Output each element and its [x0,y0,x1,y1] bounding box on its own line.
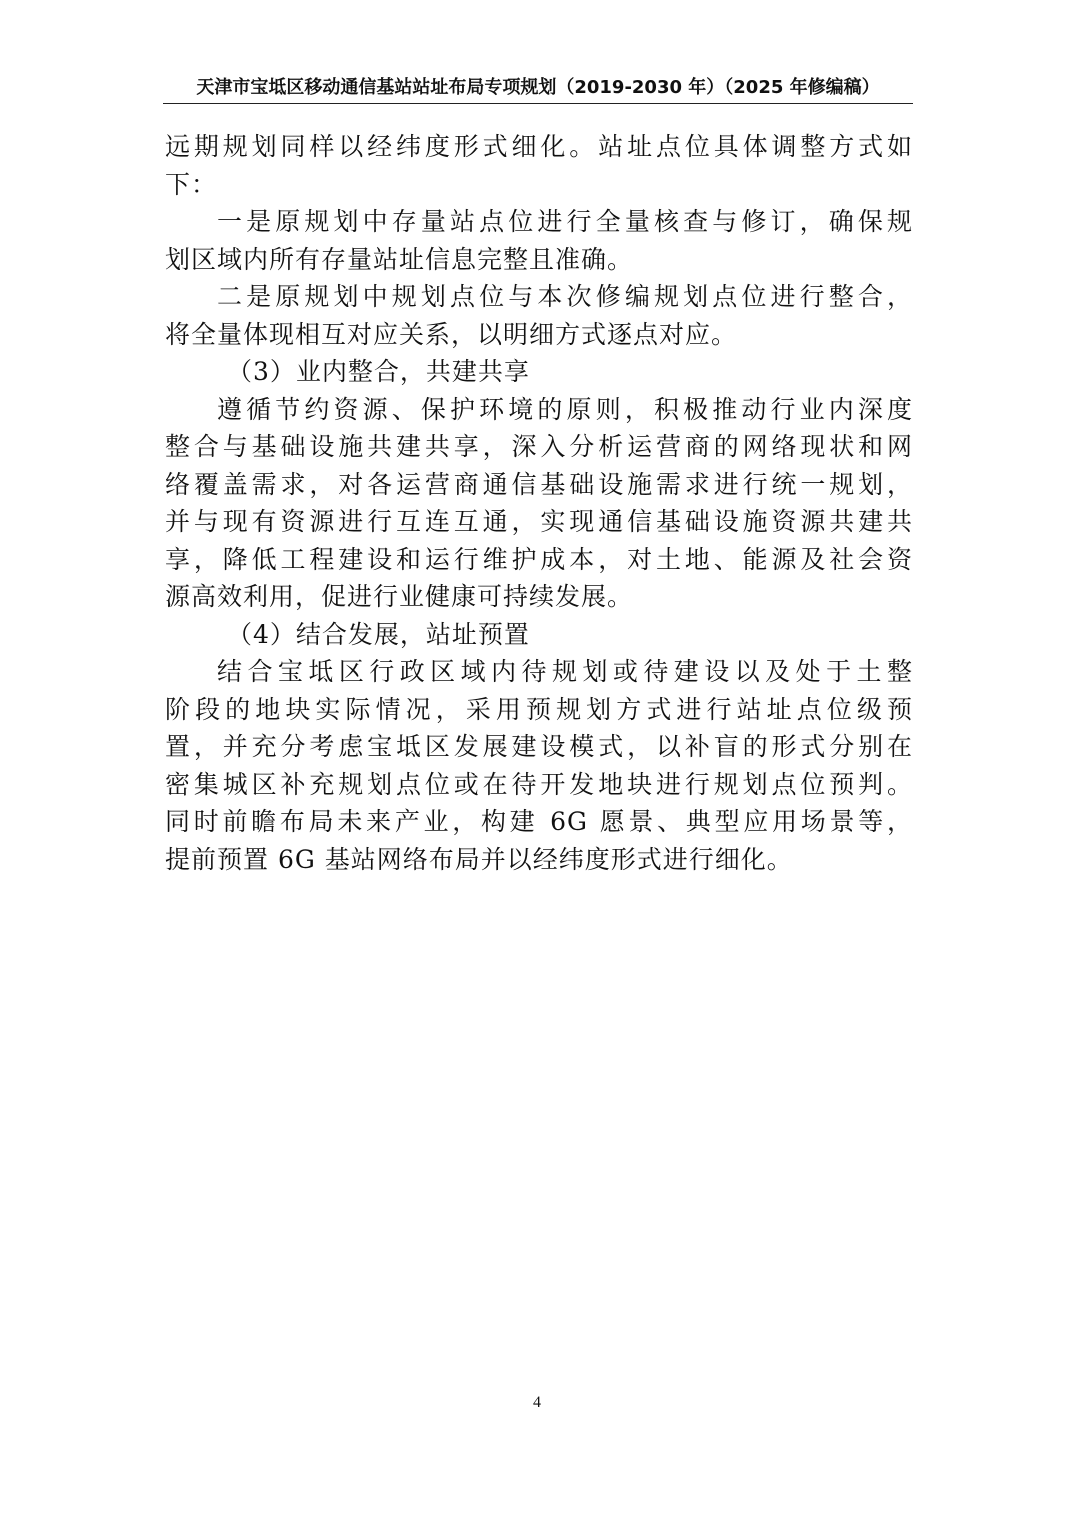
text-line: 遵循节约资源、保护环境的原则，积极推动行业内深度 [217,394,913,424]
text-line: 结合宝坻区行政区域内待规划或待建设以及处于土整 [217,657,913,686]
text-line: 划区域内所有存量站址信息完整且准确。 [165,244,634,274]
text-line: 同时前瞻布局未来产业，构建 6G 愿景、典型应用场景等， [165,807,913,836]
text-line: 提前预置 6G 基站网络布局并以经纬度形式进行细化。 [165,844,793,874]
section-heading: （3）业内整合，共建共享 [227,357,530,386]
body-text [165,128,913,878]
text-line: 整合与基础设施共建共享，深入分析运营商的网络现状和网 [165,432,913,461]
section-heading: （4）结合发展，站址预置 [227,619,530,649]
text-line: 将全量体现相互对应关系，以明细方式逐点对应。 [165,319,738,349]
text-line: 下： [165,169,218,199]
text-line: 源高效利用，促进行业健康可持续发展。 [165,582,634,611]
text-line: 阶段的地块实际情况，采用预规划方式进行站址点位级预 [165,694,913,724]
text-line: 络覆盖需求，对各运营商通信基础设施需求进行统一规划， [165,469,913,499]
text-line: 享，降低工程建设和运行维护成本，对土地、能源及社会资 [165,544,913,574]
text-line: 一是原规划中存量站点位进行全量核查与修订，确保规 [217,207,913,236]
text-line: 置，并充分考虑宝坻区发展建设模式，以补盲的形式分别在 [165,732,913,761]
text-line: 密集城区补充规划点位或在待开发地块进行规划点位预判。 [165,769,913,799]
running-header: 天津市宝坻区移动通信基站站址布局专项规划（2019-2030 年）（2025 年修编稿） [196,77,880,98]
text-line: 并与现有资源进行互连互通，实现通信基础设施资源共建共 [165,507,913,536]
page-number: 4 [533,1394,541,1411]
header-rule [163,103,913,104]
text-line: 二是原规划中规划点位与本次修编规划点位进行整合， [217,282,913,311]
text-line: 远期规划同样以经纬度形式细化。站址点位具体调整方式如 [165,132,913,161]
